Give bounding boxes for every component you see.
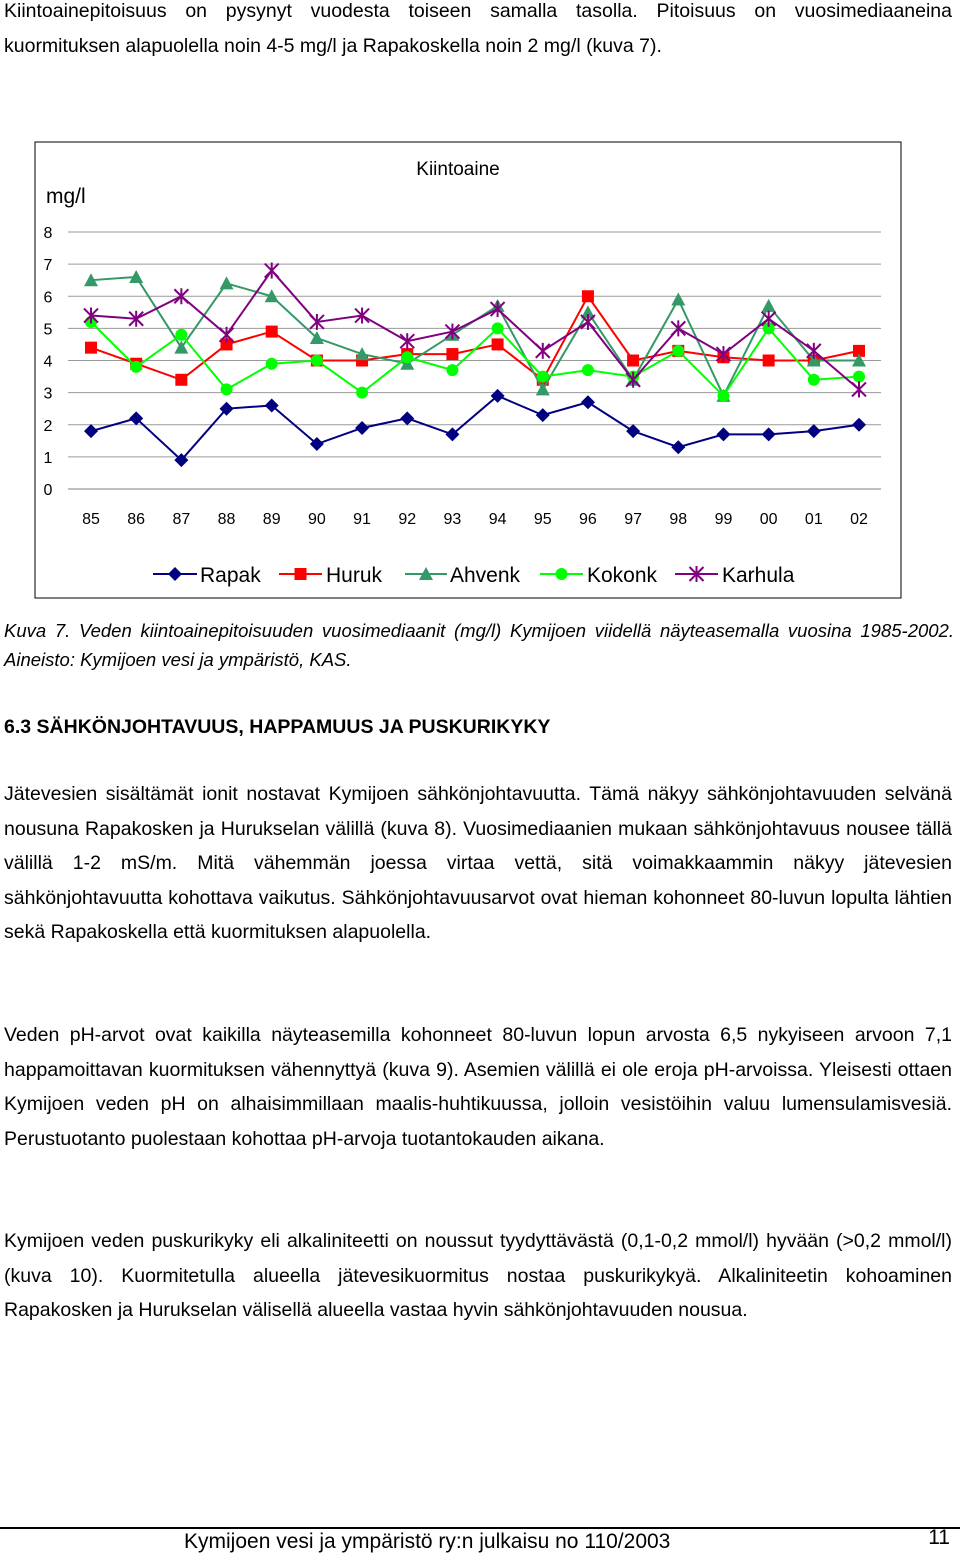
x-tick-label: 86: [127, 511, 146, 528]
page-number: 11: [928, 1526, 950, 1549]
data-point: [492, 322, 504, 334]
paragraph-ph: Veden pH-arvot ovat kaikilla näyteasemilla kohonneet 80-luvun lopun arvosta 6,5 nykyiseen arvoon 7,1 happamoittavan kuormituksen vähennyttyä (kuva 9). Asemien välillä ei ole eroja pH-arvoissa. Yleisesti ottaen Kymijoen veden pH on alhaisimmillaan maalis-huhtikuussa, jolloin vesistöihin valuu lumensulamisvesiä. Perustuotanto puolestaan kohottaa pH-arvoja tuotantokauden aikana.: [4, 1024, 952, 1150]
data-point: [311, 355, 323, 367]
data-point: [221, 383, 233, 395]
x-tick-label: 02: [850, 511, 868, 528]
data-point: [130, 361, 142, 373]
data-point: [627, 355, 639, 367]
x-tick-label: 00: [759, 511, 778, 528]
data-point: [356, 387, 368, 399]
y-tick-label: 0: [43, 482, 53, 499]
x-tick-label: 89: [262, 511, 281, 528]
y-tick-label: 1: [43, 449, 53, 467]
data-point: [582, 364, 594, 376]
legend-label: Kokonk: [587, 564, 658, 587]
chart-title: Kiintoaine: [416, 159, 500, 180]
x-tick-label: 93: [443, 511, 462, 528]
legend-marker: [556, 568, 568, 580]
y-tick-label: 4: [43, 353, 53, 371]
x-tick-label: 94: [488, 511, 507, 528]
legend-label: Rapak: [200, 564, 261, 587]
x-tick-label: 01: [804, 511, 823, 528]
data-point: [763, 355, 775, 367]
x-tick-label: 92: [398, 511, 417, 528]
legend-marker: [295, 568, 307, 580]
section-heading: 6.3 SÄHKÖNJOHTAVUUS, HAPPAMUUS JA PUSKURIKYKY: [4, 716, 551, 738]
y-tick-label: 7: [43, 257, 53, 275]
figure-caption: Kuva 7. Veden kiintoainepitoisuuden vuosimediaanit (mg/l) Kymijoen viidellä näyteasemalla vuosina 1985-2002. Aineisto: Kymijoen vesi ja ympäristö, KAS.: [4, 620, 954, 670]
legend-label: Ahvenk: [450, 564, 521, 587]
data-point: [853, 371, 865, 383]
legend-label: Huruk: [326, 564, 383, 587]
y-tick-labels: [44, 225, 53, 499]
paragraph-alkalinity: Kymijoen veden puskurikyky eli alkaliniteetti on noussut tyydyttävästä (0,1-0,2 mmol/l) hyvään (>0,2 mmol/l) (kuva 10). Kuormitetulla alueella jätevesikuormitus nostaa puskurikykyä. Alkaliniteetin kohoaminen Rapakosken ja Hurukselan välisellä alueella vastaa hyvin sähkönjohtavuuden nousua.: [4, 1230, 952, 1321]
y-tick-label: 2: [43, 417, 53, 435]
footer-publication: Kymijoen vesi ja ympäristö ry:n julkaisu no 110/2003: [184, 1530, 671, 1553]
x-tick-label: 96: [579, 511, 597, 528]
data-point: [717, 390, 729, 402]
y-axis-label: mg/l: [46, 185, 86, 208]
data-point: [537, 371, 549, 383]
x-tick-label: 99: [714, 511, 733, 528]
x-tick-label: 95: [533, 511, 552, 528]
data-point: [175, 329, 187, 341]
legend-label: Karhula: [722, 564, 795, 587]
data-point: [266, 326, 278, 338]
data-point: [446, 348, 458, 360]
data-point: [582, 290, 594, 302]
x-tick-label: 91: [353, 511, 371, 528]
x-tick-label: 85: [82, 511, 100, 528]
y-tick-label: 3: [43, 385, 53, 403]
y-tick-label: 5: [43, 321, 53, 339]
data-point: [85, 342, 97, 354]
data-point: [672, 345, 684, 357]
y-tick-label: 8: [43, 225, 53, 242]
x-tick-label: 90: [307, 511, 326, 528]
data-point: [401, 351, 413, 363]
data-point: [492, 338, 504, 350]
kiintoaine-chart: [0, 135, 960, 605]
y-tick-label: 6: [43, 289, 53, 307]
data-point: [175, 374, 187, 386]
data-point: [266, 358, 278, 370]
paragraph-conductivity: Jätevesien sisältämät ionit nostavat Kymijoen sähkönjohtavuutta. Tämä näkyy sähkönjohtavuuden selvänä nousuna Rapakosken ja Hurukselan välillä (kuva 8). Vuosimediaanien mukaan sähkönjohtavuus nousee tällä välillä 1-2 mS/m. Mitä vähemmän joessa virtaa vettä, sitä voimakkaammin näkyy jätevesien sähkönjohtavuutta kohottava vaikutus. Sähkönjohtavuusarvot ovat hieman kohonneet 80-luvun lopulta lähtien sekä Rapakoskella että kuormituksen alapuolella.: [4, 783, 952, 943]
x-tick-label: 88: [217, 511, 236, 528]
x-tick-label: 98: [669, 511, 688, 528]
data-point: [808, 374, 820, 386]
x-tick-label: 97: [624, 511, 643, 528]
data-point: [446, 364, 458, 376]
intro-paragraph: Kiintoainepitoisuus on pysynyt vuodesta toiseen samalla tasolla. Pitoisuus on vuosimediaaneina kuormituksen alapuolella noin 4-5 mg/l ja Rapakoskella noin 2 mg/l (kuva 7).: [4, 0, 952, 57]
x-tick-label: 87: [172, 511, 191, 528]
